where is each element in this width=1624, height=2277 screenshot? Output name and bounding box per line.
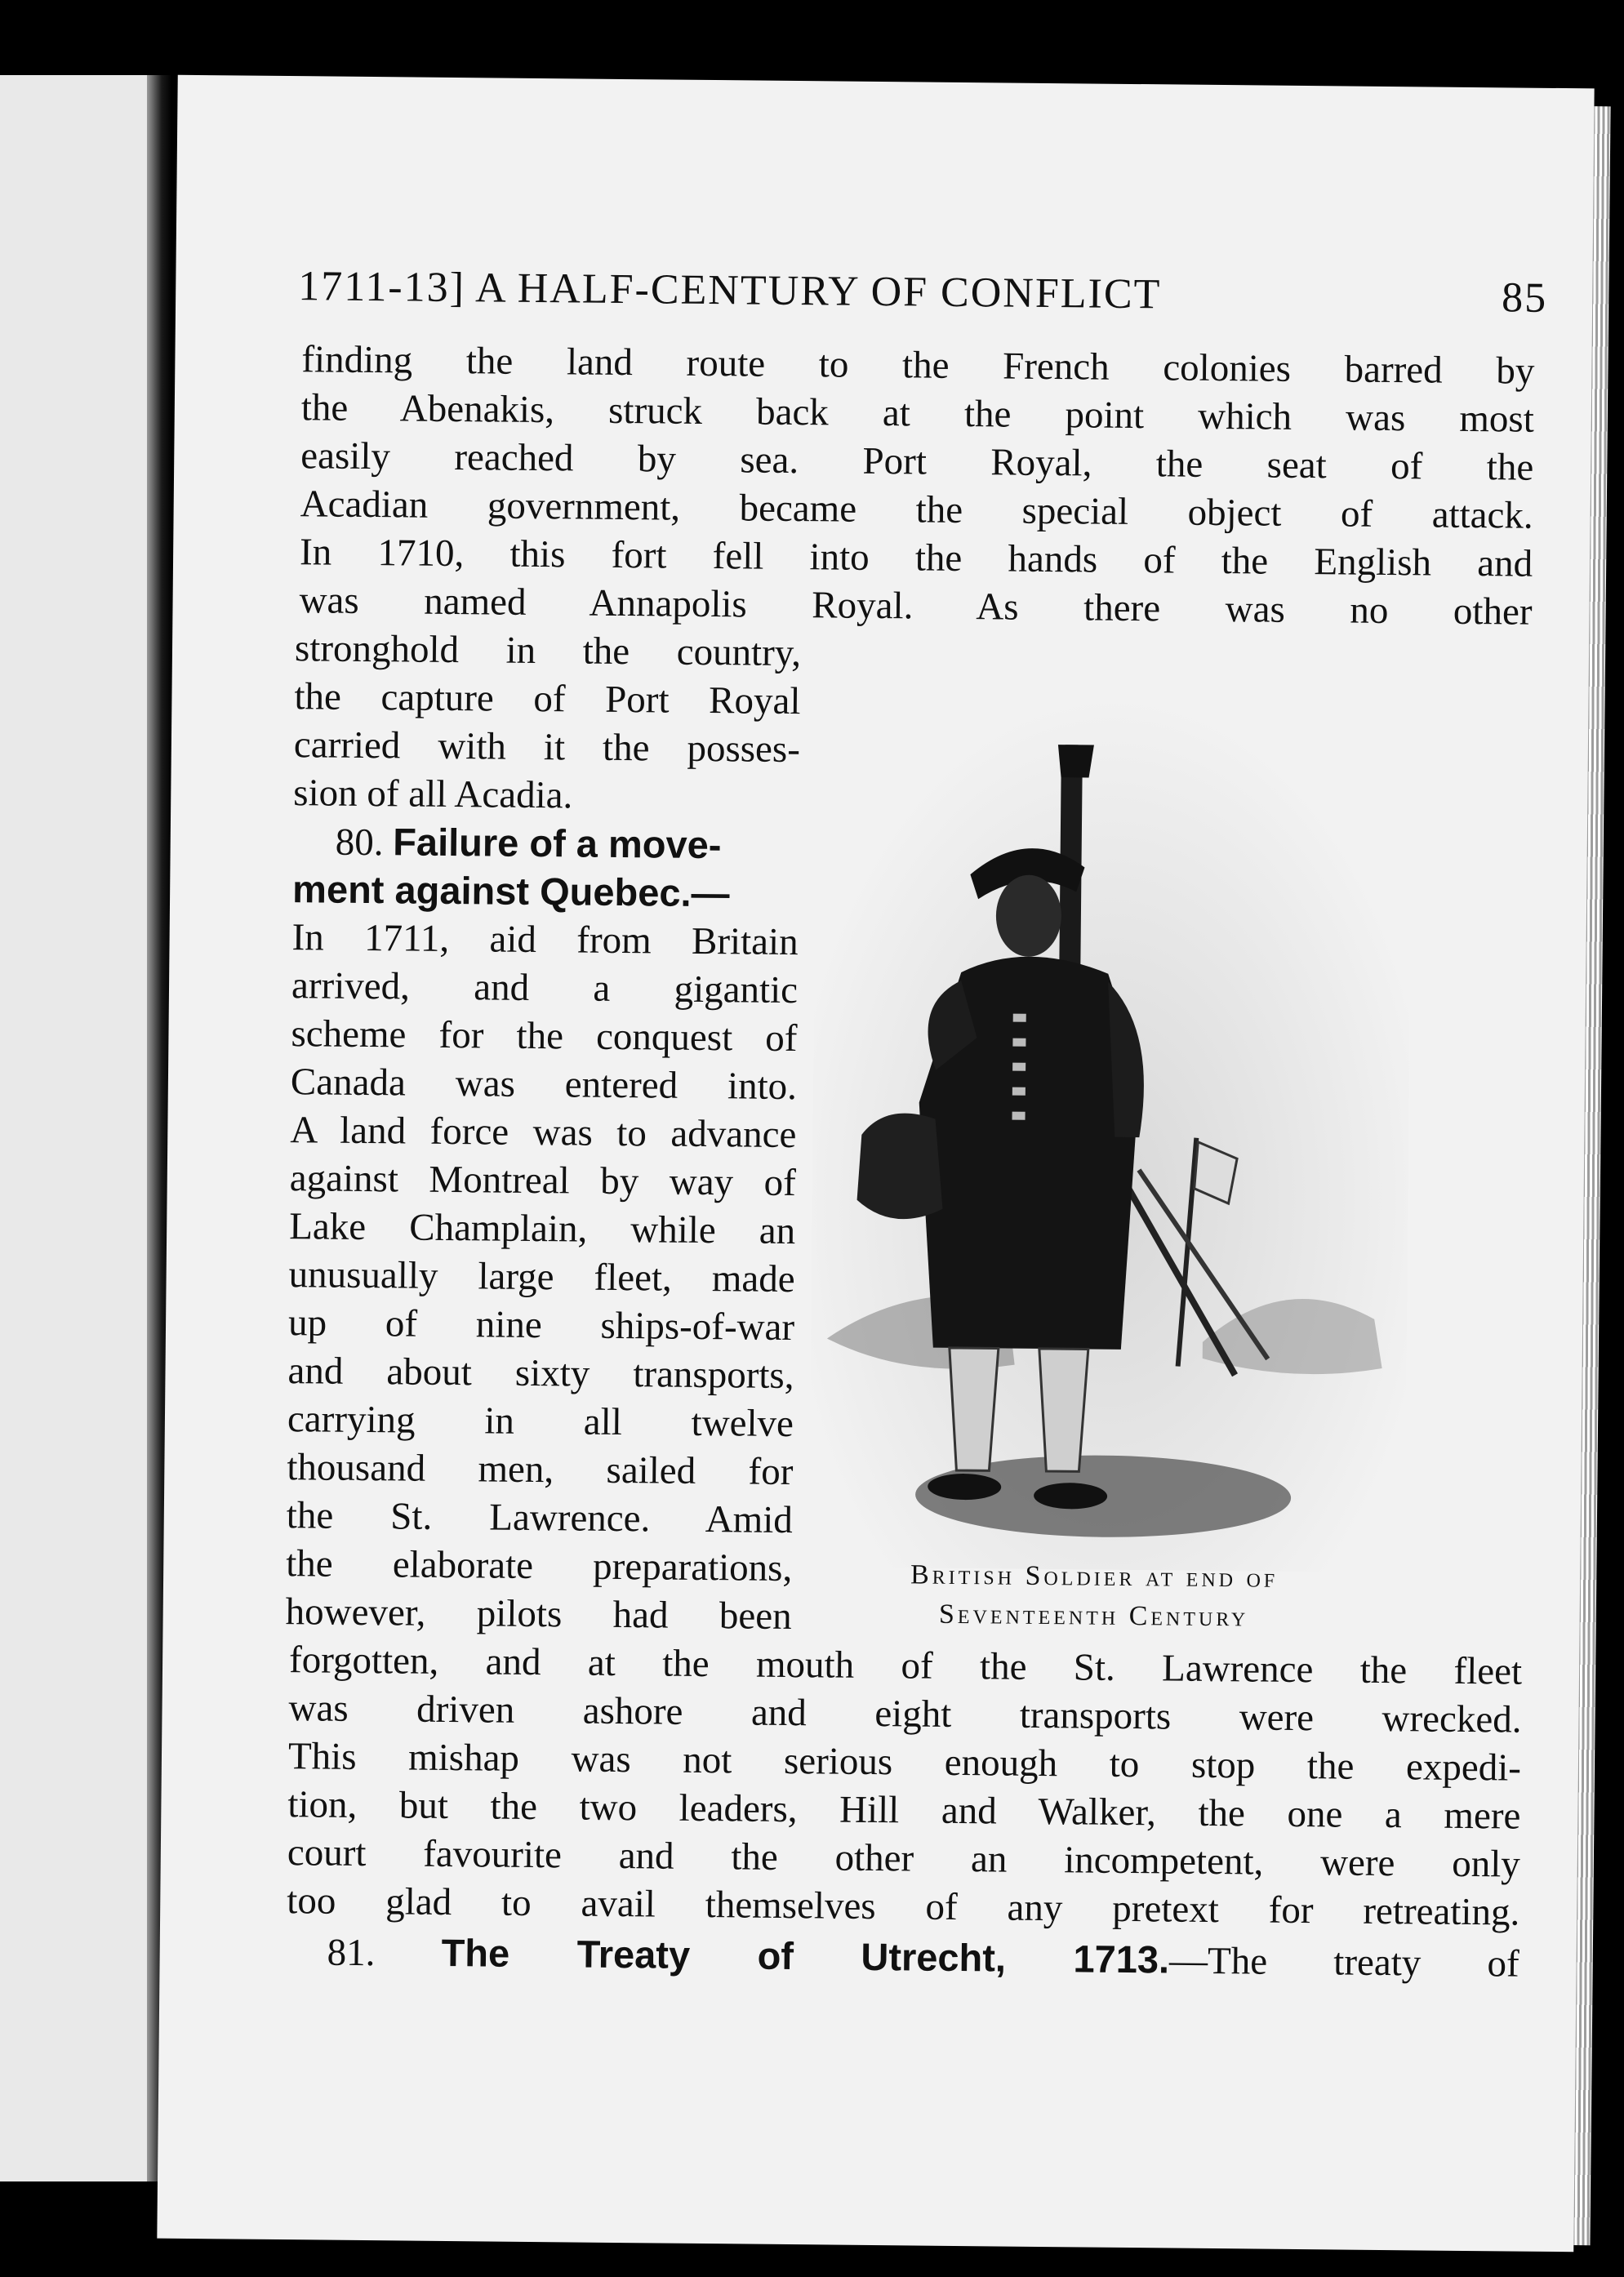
text-line: sion of all Acadia. (293, 772, 573, 817)
section-80-heading (292, 817, 799, 870)
text-line: —The treaty of (1168, 1939, 1519, 1986)
text-line: up of nine ships-of-war (287, 1301, 795, 1350)
text-line: In 1710, this fort fell into the hands of the English and (299, 531, 1533, 585)
left-page-edge (0, 75, 147, 2181)
text-line: A land force was to advance (290, 1109, 797, 1157)
section-heading: ment against Quebec.— (291, 867, 730, 915)
book-page (157, 75, 1594, 2253)
text-line: was driven ashore and eight transports were wrecked. (288, 1687, 1522, 1741)
text-line: Lake Champlain, while an (288, 1205, 796, 1253)
caption-line: Seventeenth Century (938, 1599, 1249, 1633)
text-line: the Abenakis, struck back at the point which was most (300, 386, 1535, 441)
header-title: 1711-13] A HALF-CENTURY OF CONFLICT (298, 263, 1162, 318)
text-line: Canada was entered into. (290, 1061, 798, 1109)
caption-line: British Soldier at end of (910, 1559, 1279, 1594)
text-line: finding the land route to the French colonies barred by (301, 338, 1535, 393)
text-line: unusually large fleet, made (288, 1253, 795, 1301)
text-line: and about sixty transports, (287, 1350, 794, 1398)
text-line: carrying in all twelve (287, 1398, 794, 1446)
text-line: was named Annapolis Royal. As there was no other (299, 579, 1533, 634)
text-line: This mishap was not serious enough to stop the expedi- (287, 1735, 1522, 1790)
text-line: the capture of Port Royal (294, 675, 801, 723)
text-line: against Montreal by way of (289, 1157, 797, 1205)
text-line: scheme for the conquest of (291, 1012, 798, 1061)
section-number: 81. (327, 1931, 376, 1975)
text-line: forgotten, and at the mouth of the St. Lawrence the fleet (288, 1639, 1523, 1693)
text-line: tion, but the two leaders, Hill and Walker, the one a mere (287, 1783, 1521, 1838)
text-line: too glad to avail themselves of any pretext for retreating. (287, 1879, 1520, 1934)
text-line: however, pilots had been (285, 1590, 792, 1639)
text-line: carried with it the posses- (293, 723, 801, 772)
text-line: court favourite and the other an incompetent, were only (287, 1831, 1521, 1886)
running-header (298, 262, 1548, 322)
section-heading: The Treaty of Utrecht, 1713. (441, 1930, 1170, 1981)
section-heading: Failure of a move- (393, 820, 722, 867)
text-line: arrived, and a gigantic (291, 964, 799, 1012)
figure-caption (816, 1554, 1372, 1639)
text-line: Acadian government, became the special object of attack. (300, 483, 1533, 537)
text-line: the St. Lawrence. Amid (286, 1494, 794, 1542)
text-line: In 1711, aid from Britain (291, 916, 799, 964)
text-line: stronghold in the country, (294, 627, 802, 675)
section-number: 80. (335, 821, 384, 865)
text-line: easily reached by sea. Port Royal, the seat of the (300, 434, 1534, 489)
section-81-line (286, 1928, 1519, 1987)
page-number: 85 (1501, 274, 1548, 322)
text-line: the elaborate preparations, (286, 1542, 793, 1590)
text-line: thousand men, sailed for (287, 1446, 794, 1494)
soldier-illustration (808, 644, 1413, 1572)
